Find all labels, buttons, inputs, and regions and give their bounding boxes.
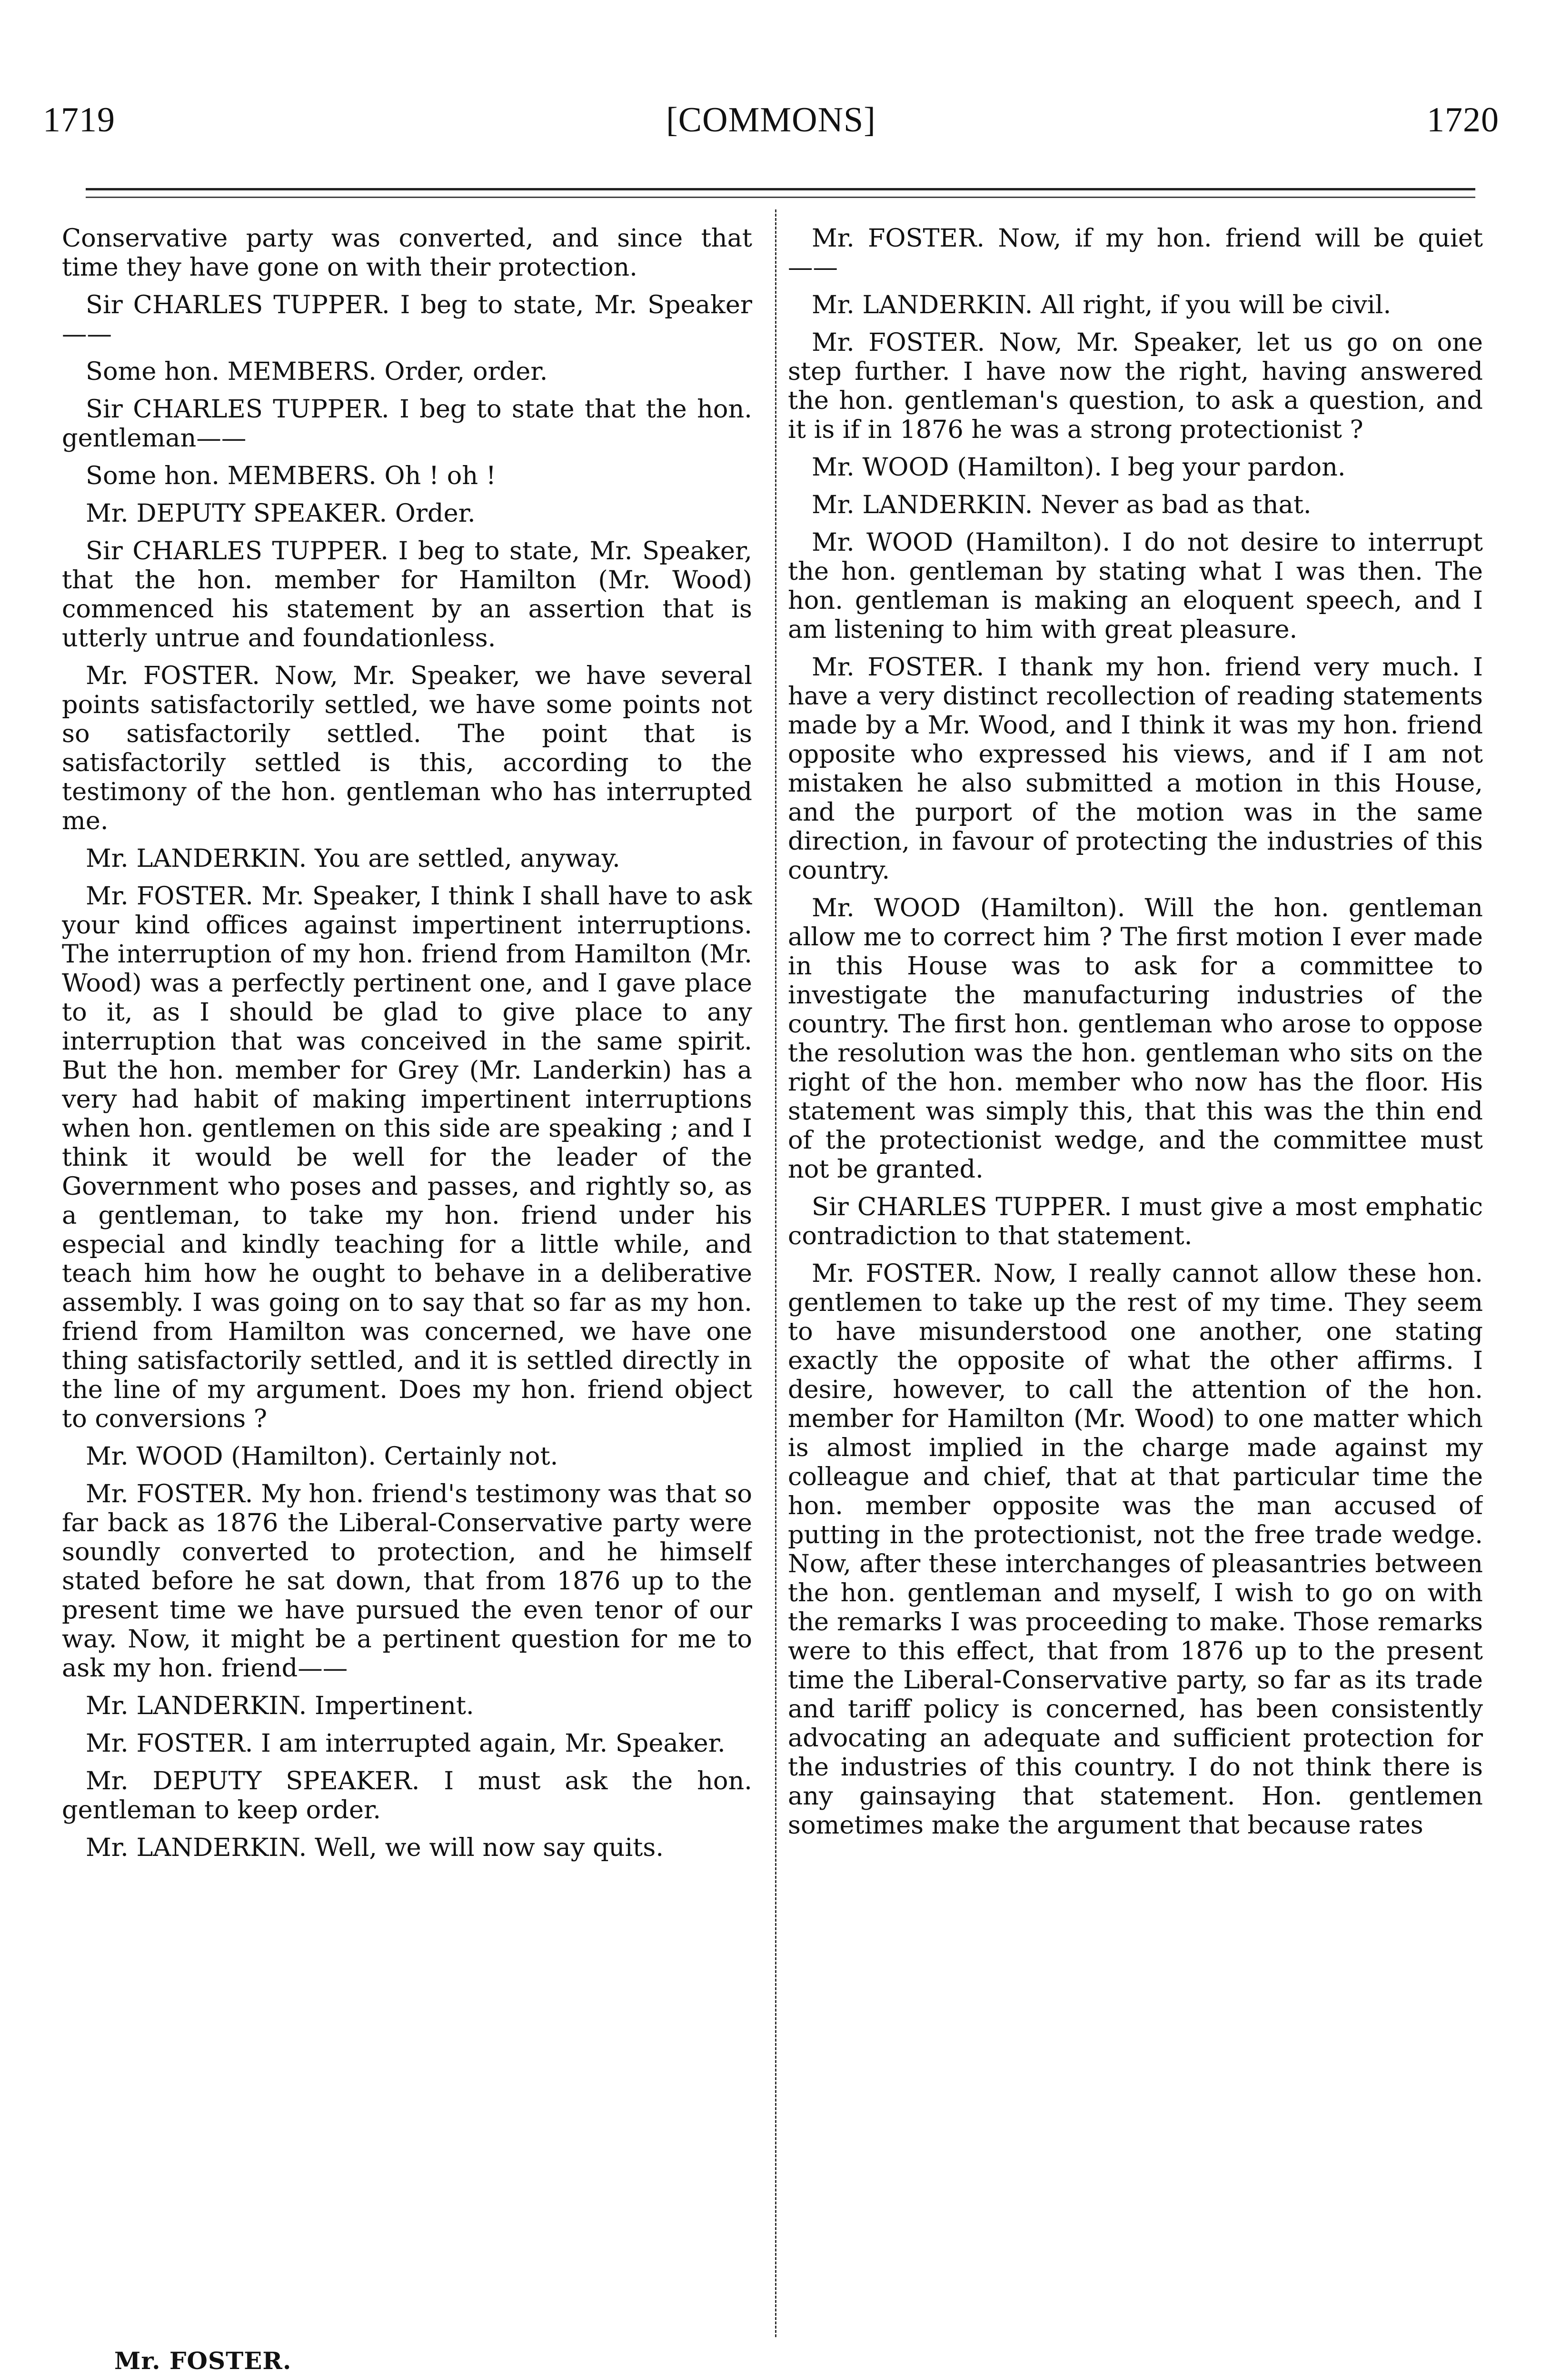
left-page-number: 1719 — [43, 100, 115, 139]
header-rule — [86, 188, 1475, 190]
paragraph: Mr. FOSTER. Now, Mr. Speaker, we have several points satisfactorily settled, we have some points not so satisfactorily settled. The point that is satisfactorily settled is this, according to the testimony of the hon. gentleman who has interrupted me. — [62, 661, 752, 835]
footer-speaker: Mr. FOSTER. — [114, 2347, 292, 2375]
column-divider — [775, 209, 776, 2337]
right-page-number: 1720 — [1427, 100, 1499, 139]
paragraph: Mr. DEPUTY SPEAKER. I must ask the hon. gentleman to keep order. — [62, 1766, 752, 1825]
paragraph: Sir CHARLES TUPPER. I must give a most emphatic contradiction to that statement. — [788, 1192, 1483, 1250]
paragraph: Mr. LANDERKIN. Impertinent. — [86, 1691, 474, 1720]
paragraph: Mr. FOSTER. Now, if my hon. friend will be quiet—— — [788, 224, 1483, 282]
paragraph: Mr. FOSTER. Now, I really cannot allow these hon. gentlemen to take up the rest of my time. They seem to have misunderstood one another, one stating exactly the opposite of what the other affirms. I desire, however, to call the attention of the hon. member for Hamilton (Mr. Wood) to one matter which is almost implied in the charge made against my colleague and chief, that at that particular time the hon. member opposite was the man accused of putting in the protectionist, not the free trade wedge. Now, after these interchanges of pleasantries between the hon. gentleman and myself, I wish to go on with the remarks I was proceeding to make. Those remarks were to this effect, that from 1876 up to the present time the Liberal-Conservative party, so far as its trade and tariff policy is concerned, has been consistently advocating an adequate and sufficient protection for the industries of this country. I do not think there is any gainsaying that statement. Hon. gentlemen sometimes make the argument that because rates — [788, 1259, 1483, 1840]
header-rule-secondary — [86, 197, 1475, 198]
right-column — [788, 224, 1483, 2380]
paragraph: Some hon. MEMBERS. Order, order. — [86, 357, 548, 386]
paragraph: Mr. LANDERKIN. You are settled, anyway. — [86, 844, 620, 873]
paragraph: Mr. LANDERKIN. All right, if you will be civil. — [812, 290, 1392, 319]
paragraph: Sir CHARLES TUPPER. I beg to state, Mr. Speaker, that the hon. member for Hamilton (Mr. Wood) commenced his statement by an assertion that is utterly untrue and foundationless. — [62, 536, 752, 653]
page-title: [COMMONS] — [666, 100, 876, 139]
paragraph: Some hon. MEMBERS. Oh ! oh ! — [86, 461, 496, 490]
paragraph: Sir CHARLES TUPPER. I beg to state, Mr. Speaker—— — [62, 290, 752, 348]
paragraph: Mr. FOSTER. Mr. Speaker, I think I shall have to ask your kind offices against impertinent interruptions. The interruption of my hon. friend from Hamilton (Mr. Wood) was a perfectly pertinent one, and I gave place to it, as I should be glad to give place to any interruption that was conceived in the same spirit. But the hon. member for Grey (Mr. Landerkin) has a very had habit of making impertinent interruptions when hon. gentlemen on this side are speaking ; and I think it would be well for the leader of the Government who poses and passes, and rightly so, as a gentleman, to take my hon. friend under his especial and kindly teaching for a little while, and teach him how he ought to behave in a deliberative assembly. I was going on to say that so far as my hon. friend from Hamilton was concerned, we have one thing satisfactorily settled, and it is settled directly in the line of my argument. Does my hon. friend object to conversions ? — [62, 882, 752, 1433]
paragraph: Mr. WOOD (Hamilton). Certainly not. — [86, 1442, 558, 1471]
paragraph: Mr. FOSTER. Now, Mr. Speaker, let us go on one step further. I have now the right, having answered the hon. gentleman's question, to ask a question, and it is if in 1876 he was a strong protectionist ? — [788, 328, 1483, 444]
paragraph: Mr. WOOD (Hamilton). I beg your pardon. — [812, 453, 1346, 482]
paragraph: Sir CHARLES TUPPER. I beg to state that the hon. gentleman—— — [62, 395, 752, 453]
paragraph: Mr. FOSTER. I am interrupted again, Mr. Speaker. — [86, 1729, 726, 1758]
paragraph: Mr. WOOD (Hamilton). I do not desire to interrupt the hon. gentleman by stating what I was then. The hon. gentleman is making an eloquent speech, and I am listening to him with great pleasure. — [788, 528, 1483, 644]
paragraph: Mr. WOOD (Hamilton). Will the hon. gentleman allow me to correct him ? The first motion I ever made in this House was to ask for a committee to investigate the manufacturing industries of the country. The first hon. gentleman who arose to oppose the resolution was the hon. gentleman who sits on the right of the hon. member who now has the floor. His statement was simply this, that this was the thin end of the protectionist wedge, and the committee must not be granted. — [788, 893, 1483, 1184]
paragraph: Conservative party was converted, and since that time they have gone on with their protection. — [62, 224, 752, 282]
paragraph: Mr. FOSTER. My hon. friend's testimony was that so far back as 1876 the Liberal-Conservative party were soundly converted to protection, and he himself stated before he sat down, that from 1876 up to the present time we have pursued the even tenor of our way. Now, it might be a pertinent question for me to ask my hon. friend—— — [62, 1479, 752, 1683]
paragraph: Mr. FOSTER. I thank my hon. friend very much. I have a very distinct recollection of reading statements made by a Mr. Wood, and I think it was my hon. friend opposite who expressed his views, and if I am not mistaken he also submitted a motion in this House, and the purport of the motion was in the same direction, in favour of protecting the industries of this country. — [788, 653, 1483, 885]
paragraph: Mr. DEPUTY SPEAKER. Order. — [86, 499, 476, 528]
page-header — [43, 100, 1499, 152]
paragraph: Mr. LANDERKIN. Well, we will now say quits. — [86, 1833, 664, 1862]
left-column — [62, 224, 752, 2380]
paragraph: Mr. LANDERKIN. Never as bad as that. — [812, 490, 1312, 519]
